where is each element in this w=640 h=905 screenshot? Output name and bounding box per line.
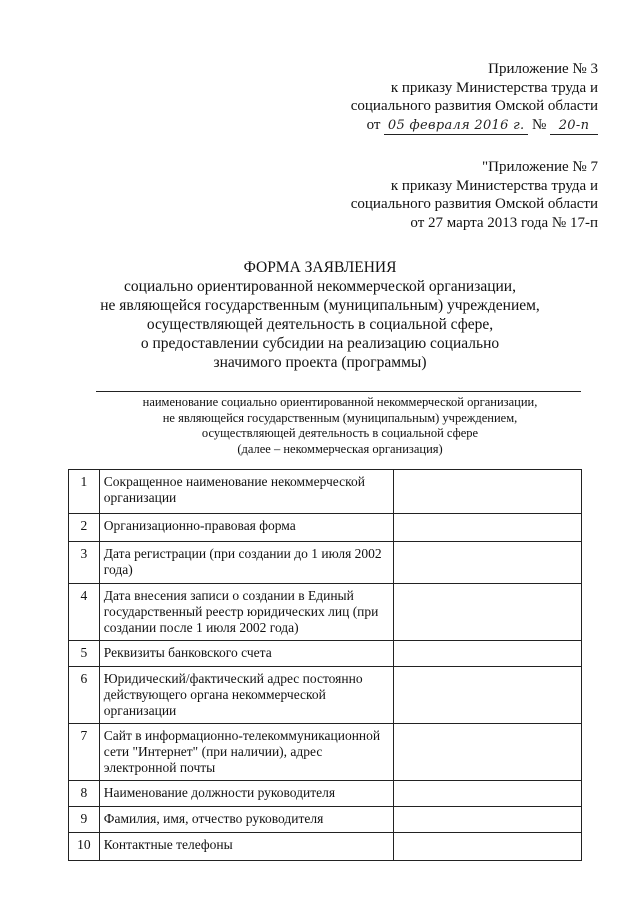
row-number: 3 [69,542,100,584]
row-value-cell[interactable] [394,724,582,781]
table-row [69,584,582,641]
table-row [69,724,582,781]
row-value-cell[interactable] [394,584,582,641]
appendix-ministry: социального развития Омской области [350,98,598,114]
row-value-cell[interactable] [394,807,582,833]
appendix-date-line: от 27 марта 2013 года № 17-п [410,214,598,231]
row-label: Дата внесения записи о создании в Единый государственный реестр юридических лиц (при создании после 1 июля 2002 года) [99,584,393,641]
form-subtitle-line: о предоставлении субсидии на реализацию социально [140,335,500,352]
caption-line: осуществляющей деятельность в социальной сфере [201,426,479,440]
appendix-order-ref: к приказу Министерства труда и [390,79,598,96]
appendix-title: Приложение № 3 [488,61,598,77]
caption-line: наименование социально ориентированной некоммерческой организации, [142,395,538,409]
row-label: Реквизиты банковского счета [99,641,393,667]
row-value-cell[interactable] [394,781,582,807]
row-label: Фамилия, имя, отчество руководителя [99,807,393,833]
row-number: 9 [69,807,100,833]
table-row [69,514,582,542]
row-label: Дата регистрации (при создании до 1 июля 2002 года) [99,542,393,584]
table-row [69,807,582,833]
row-value-cell[interactable] [394,833,582,861]
form-subtitle-line: осуществляющей деятельность в социальной сфере, [146,316,494,333]
organization-name-caption [0,395,640,457]
row-value-cell[interactable] [394,514,582,542]
form-subtitle-line: социально ориентированной некоммерческой организации, [124,278,516,295]
handwritten-date: 05 февраля 2016 г. [384,118,528,135]
appendix-date-line [351,116,598,135]
appendix-ministry: социального развития Омской области [350,196,598,212]
row-number: 1 [69,470,100,514]
row-number: 2 [69,514,100,542]
row-label: Контактные телефоны [99,833,393,861]
row-value-cell[interactable] [394,641,582,667]
row-number: 8 [69,781,100,807]
caption-line: не являющейся государственным (муниципальным) учреждением, [162,410,518,425]
appendix-original-header [351,158,598,232]
organization-name-field-line[interactable] [96,391,581,392]
row-label: Сайт в информационно-телекоммуникационной сети "Интернет" (при наличии), адрес электронной почты [99,724,393,781]
handwritten-number: 20-п [550,118,598,135]
row-value-cell[interactable] [394,667,582,724]
row-number: 10 [69,833,100,861]
row-label: Организационно-правовая форма [99,514,393,542]
table-row [69,667,582,724]
row-label: Наименование должности руководителя [99,781,393,807]
appendix-order-ref: к приказу Министерства труда и [390,177,598,194]
table-row [69,781,582,807]
row-value-cell[interactable] [394,470,582,514]
row-number: 6 [69,667,100,724]
row-label: Сокращенное наименование некоммерческой организации [99,470,393,514]
form-heading: ФОРМА ЗАЯВЛЕНИЯ [243,259,397,276]
table-row [69,542,582,584]
table-row [69,641,582,667]
form-subtitle-line: не являющейся государственным (муниципальным) учреждением, [100,297,540,314]
row-value-cell[interactable] [394,542,582,584]
appendix-current-header [351,60,598,135]
row-number: 7 [69,724,100,781]
application-form-table [68,469,582,861]
date-prefix: от [366,116,381,133]
appendix-title: "Приложение № 7 [482,159,598,175]
table-row [69,470,582,514]
form-subtitle-line: значимого проекта (программы) [213,354,427,371]
caption-line: (далее – некоммерческая организация) [237,441,443,456]
row-number: 5 [69,641,100,667]
table-row [69,833,582,861]
row-number: 4 [69,584,100,641]
row-label: Юридический/фактический адрес постоянно действующего органа некоммерческой организации [99,667,393,724]
number-prefix: № [531,116,547,133]
form-title-block [0,258,640,372]
